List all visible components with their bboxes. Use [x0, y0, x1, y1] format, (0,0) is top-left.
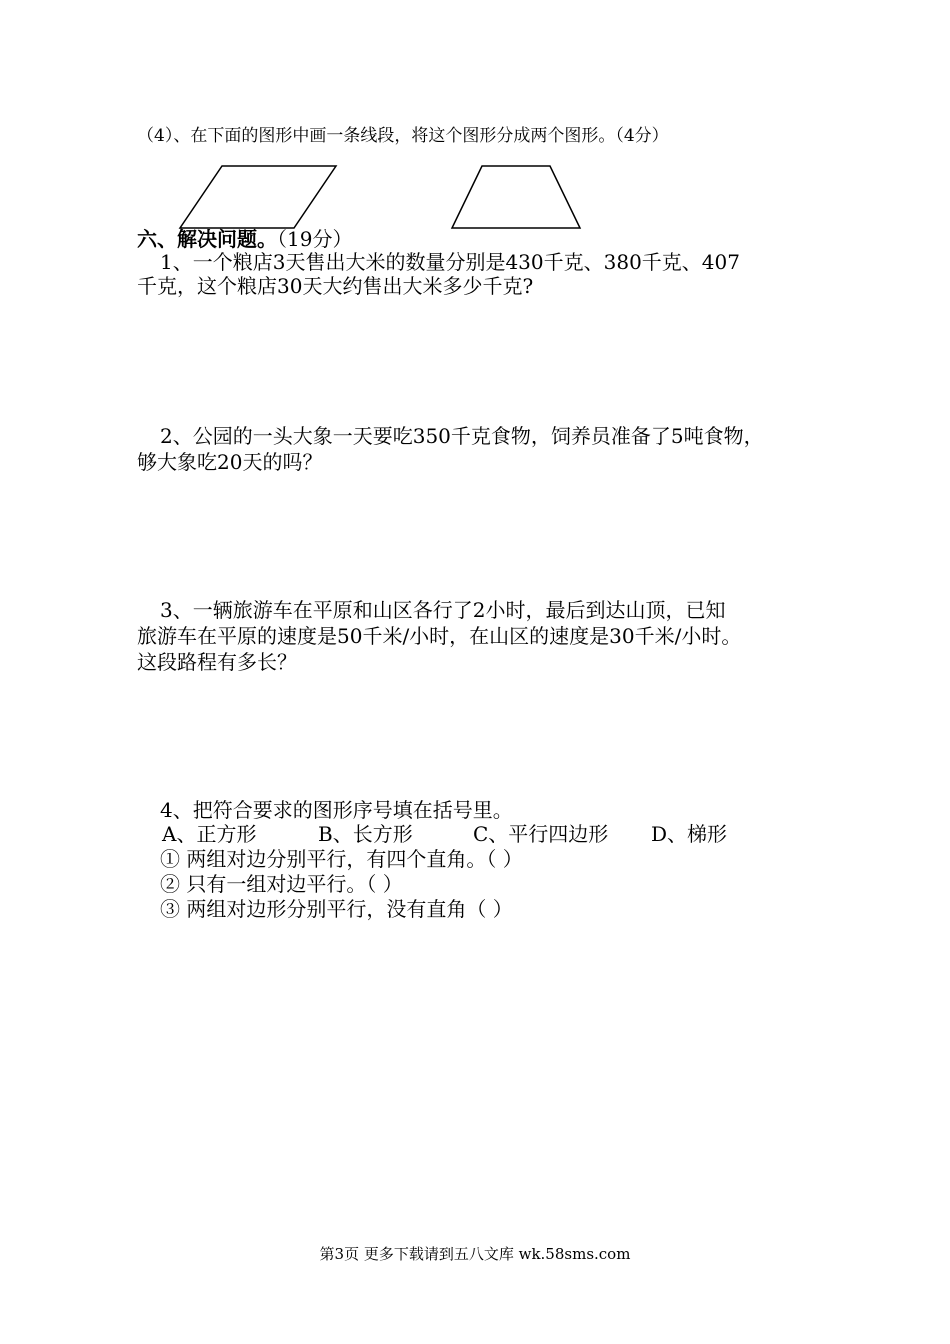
problem4-item3: ③ 两组对边形分别平行，没有直角（ ）	[160, 897, 513, 921]
parallelogram-shape	[180, 166, 336, 228]
option-d: D、梯形	[651, 822, 728, 846]
problem3-line1: 3、一辆旅游车在平原和山区各行了2小时，最后到达山顶，已知	[160, 598, 726, 622]
section6-title: 六、解决问题。	[137, 227, 277, 251]
option-a: A、正方形	[162, 822, 257, 846]
problem4-item2: ② 只有一组对边平行。（ ）	[160, 872, 403, 896]
q4-instruction: （4）、在下面的图形中画一条线段，将这个图形分成两个图形。（4分）	[137, 126, 669, 146]
problem2-line2: 够大象吃20天的吗？	[137, 450, 323, 474]
shapes-figure	[0, 0, 950, 260]
trapezoid-shape	[452, 166, 580, 228]
problem3-line3: 这段路程有多长？	[137, 650, 297, 674]
option-b: B、长方形	[318, 822, 413, 846]
section6-score: （19分）	[277, 227, 353, 251]
option-c: C、平行四边形	[473, 822, 609, 846]
problem4-options	[162, 822, 727, 846]
problem1-line2: 千克，这个粮店30天大约售出大米多少千克?	[137, 274, 534, 298]
page-footer: 第3页 更多下载请到五八文库 wk.58sms.com	[319, 1245, 631, 1263]
problem4-title: 4、把符合要求的图形序号填在括号里。	[160, 798, 513, 822]
problem2-line1: 2、公园的一头大象一天要吃350千克食物，饲养员准备了5吨食物，	[160, 424, 764, 448]
problem1-line1: 1、一个粮店3天售出大米的数量分别是430千克、380千克、407	[160, 250, 740, 274]
section6-heading	[137, 227, 352, 251]
problem3-line2: 旅游车在平原的速度是50千米/小时，在山区的速度是30千米/小时。	[137, 624, 742, 648]
problem4-item1: ① 两组对边分别平行，有四个直角。（ ）	[160, 847, 523, 871]
